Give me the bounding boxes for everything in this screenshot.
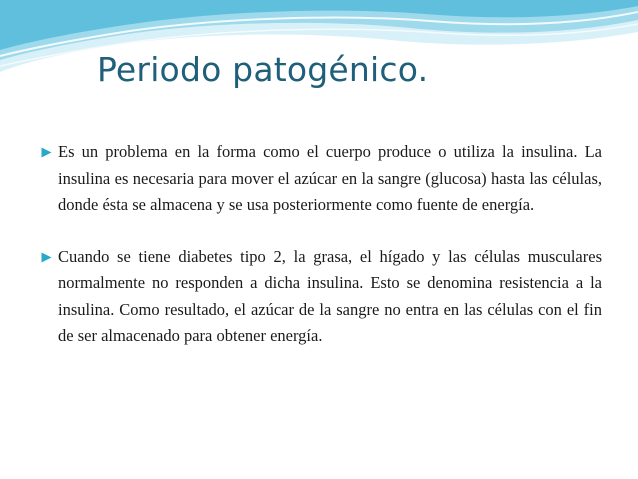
bullet-marker-icon (40, 251, 53, 264)
bullet-list (40, 139, 602, 350)
slide-title: Periodo patogénico. (97, 50, 429, 89)
bullet-text: Cuando se tiene diabetes tipo 2, la grasa, el hígado y las células musculares normalmente no responden a dicha insulina. Esto se denomina resistencia a la insulina. Como resultado, el azúcar de la sangre no entra en las células con el fin de ser almacenado para obtener energía. (58, 246, 602, 345)
bullet-item (40, 244, 602, 350)
bullet-item (40, 139, 602, 219)
bullet-text: Es un problema en la forma como el cuerpo produce o utiliza la insulina. La insulina es necesaria para mover el azúcar en la sangre (glucosa) hasta las células, donde ésta se almacena y se usa posteriormente como fuente de energía. (58, 142, 602, 214)
bullet-marker-icon (40, 146, 53, 159)
